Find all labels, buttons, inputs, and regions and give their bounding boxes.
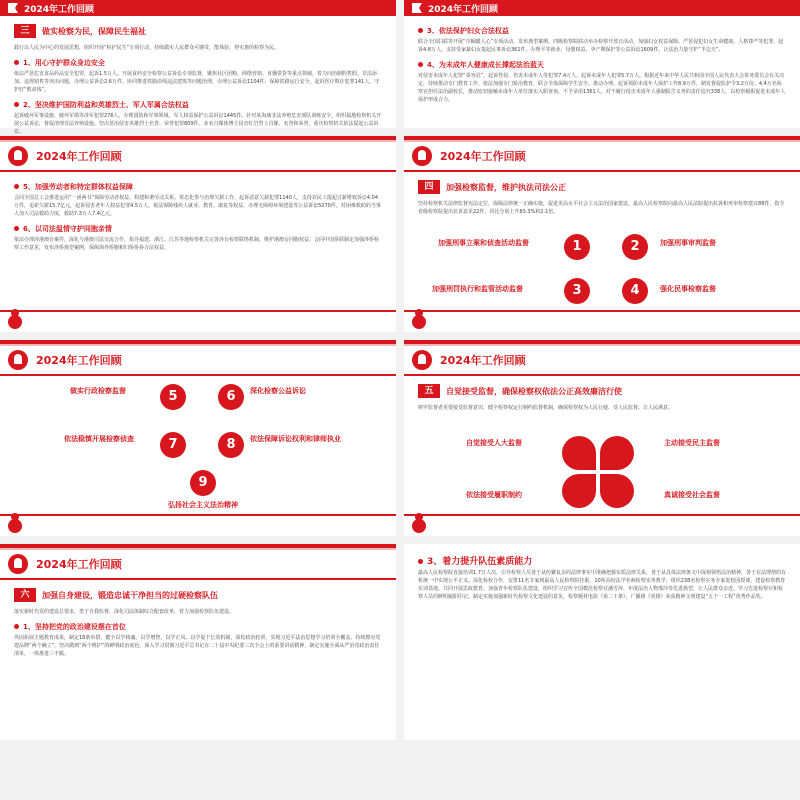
slide-7[interactable] [0, 544, 396, 740]
intro-text: 坚持检察机关法律监督宪法定位，保障法律统一正确实施，促进更高水平社会主义法治国家建设。最高人民检察院向最高人民法院提出抗诉和再审检察建议88件，指令省级检察院提出抗诉意见22件，同比分别上升83.3%和2.1倍。 [418, 201, 785, 215]
person-icon [412, 350, 432, 370]
slide-8[interactable] [404, 544, 800, 740]
slide-title: 2024年工作回顾 [36, 150, 122, 163]
slide-2[interactable] [404, 0, 800, 128]
item-title: 加强刑事审判监督 [660, 239, 716, 247]
flag-icon [8, 3, 18, 13]
section-title: 做实检察为民，保障民生福祉 [42, 26, 146, 36]
slide-header [404, 142, 800, 172]
subheading: 4、为未成年人健康成长撑起法治蓝天 [418, 60, 786, 70]
item-title: 依法保障诉讼权利和律师执业 [250, 435, 341, 443]
body-text: 联合全国妇联等开展“巾帼暖人心”专项活动，发布典型案例。四级检察院联动举办检察开放日活动，加强妇女权益保障。严惩侵犯妇女生命健康、人格尊严等犯罪，起诉4.8万人。支持受家暴妇女提起民事诉讼361件，办理平等就业、母婴权益、孕产期保护等公益诉讼1609件，让法治力量守护“半边天”。 [418, 39, 784, 53]
intro-text: 树牢监督者更要接受监督意识，健全检察权运行制约监督机制，确保检察权为人民行使、受人民监督、让人民满意。 [418, 405, 674, 411]
slide-footer [404, 514, 800, 536]
section-number: 四 [418, 180, 440, 194]
section-number: 三 [14, 24, 36, 38]
number-circle: 6 [218, 384, 244, 410]
number-circle: 8 [218, 432, 244, 458]
section-title: 加强自身建设，锻造忠诚干净担当的过硬检察队伍 [42, 590, 218, 600]
subheading: 5、加强劳动者和特定群体权益保障 [14, 182, 382, 192]
section-number: 五 [418, 384, 440, 398]
item-title: 深化检察公益诉讼 [250, 387, 306, 395]
person-icon [412, 519, 426, 533]
item-title: 自觉接受人大监督 [466, 439, 522, 447]
item-title: 做实行政检察监督 [70, 387, 126, 395]
slide-header [0, 550, 396, 580]
subheading: 1、坚持把党的政治建设摆在首位 [14, 622, 382, 632]
slide-footer [0, 310, 396, 332]
section-heading [14, 24, 382, 38]
slide-header [404, 346, 800, 376]
person-icon [8, 350, 28, 370]
slide-3[interactable] [0, 136, 396, 332]
slide-4[interactable] [404, 136, 800, 332]
body-text: 对侵害未成年人犯罪“零容忍”，起诉性侵、伤害未成年人等犯罪7.4万人。起诉未成年人犯罪5.7万人，根据近年来中华人民共和国全国人民代表大会常务委员会有关决定，持续推动专门教育工作，依法加强专门矫治教育，联合全体保障学生安全。推动办理、起诉预防未成年人保护工作8.9万件，制发督促监护令3.2万份。4.4万名检察官担任法治副校长，推动密切接触未成年人单位落实入职查询，不予录用1361人，对不履行侵害未成年人强制报告义务的责任追究338人，以检察履职促进未成年人保护形成合力。 [418, 73, 786, 103]
section-heading [418, 384, 786, 398]
number-circle: 4 [622, 278, 648, 304]
number-circle: 5 [160, 384, 186, 410]
person-icon [8, 146, 28, 166]
subheading: 1、用心守护群众身边安全 [14, 58, 382, 68]
section-heading [14, 588, 382, 602]
slide-title: 2024年工作回顾 [36, 354, 122, 367]
section-number: 六 [14, 588, 36, 602]
body-text: 依法严惩危害食品药品安全犯罪，起诉1.5万人。开展食药安全检察公益诉讼专项监督，聚焦社区团购、网络营销、直播带货等重点领域，着力向治制假售假、非法添加、违规销售等突出问题，办理公益诉讼2.6万件。协同推进铁路沿线违法建筑等问题治理，办理公益诉讼1104件，保障铁路运行安全。起诉医疗欺诈犯罪141人，守护好“救命钱”。 [14, 71, 380, 93]
subheading: 2、坚决维护国防利益和英雄烈士、军人军属合法权益 [14, 100, 382, 110]
number-circle: 3 [564, 278, 590, 304]
number-circle: 2 [622, 234, 648, 260]
slide-title: 2024年工作回顾 [440, 150, 526, 163]
body-text: 巩固拓展主题教育成果，制定18条举措，健全以学铸魂、以学增智、以学正风、以学促干长效机制。深化政治轮训，实现习近平法治思想学习培训全覆盖。持续擦亮党建品牌“两个确立”，坚决做到“两个维护”的鲜明政治底色。深入学习贯彻习近平总书记在二十届中央纪委三次全会上的重要讲话精神，制定实施全面从严治党政治责任清单，一体推进三不腐。 [14, 635, 381, 657]
section-heading [418, 180, 786, 194]
intro-text: 践行以人民为中心的发展思想，组织开展“检护民生”专项行动，持续做实人民群众可感受、能体验、得实惠的检察为民。 [14, 45, 280, 51]
slide-title: 2024年工作回顾 [24, 4, 95, 15]
item-title: 依法稳慎开展检察侦查 [64, 435, 134, 443]
person-icon [8, 554, 28, 574]
subheading: 3、着力提升队伍素质能力 [418, 554, 786, 567]
slide-header [0, 346, 396, 376]
slide-footer [0, 514, 396, 536]
slide-title: 2024年工作回顾 [36, 558, 122, 571]
slide-header [404, 0, 800, 16]
item-title: 真诚接受社会监督 [664, 491, 720, 499]
subheading: 3、依法保护妇女合法权益 [418, 26, 786, 36]
flag-icon [412, 3, 422, 13]
item-title: 依法接受履职制约 [466, 491, 522, 499]
body-text: 最高人民检察院直接培训1.7万人次，引导检察人员善于从纷繁复杂的法律事实中准确把握实质法律关系，善于从具体法律条文中深刻领悟法治精神，善于在法理情的有机统一中实现公平正义。深化检校合作，安排11名专家到最高人民检察院挂职，10所高校法学名师检察实务教学。组织238名检察实务专家进校园授课，建设检察教育实训基地。共同开展思政教育，加强青年检察队伍建设，组织学习宣传全国模范检察官潘雪萍、年度法治人物邢玲等先进典型，让人民群众亲近、学习先进检察官和检察人员的鲜明履职印记。制定实施加强新时代检察文化建设的意见，检察题材电影《第二十条》、广播剧《喜剧》荣获精神文明建设“五个一工程”优秀作品奖。 [418, 570, 786, 600]
person-icon [8, 519, 22, 533]
section-title: 自觉接受监督，确保检察权依法公正高效廉洁行使 [446, 386, 622, 396]
slide-1[interactable] [0, 0, 396, 135]
section-title: 加强检察监督，维护执法司法公正 [446, 182, 566, 192]
slide-footer [404, 310, 800, 332]
person-icon [412, 146, 432, 166]
intro-text: 落实新时代党的建设总要求，勇于自我监督，深化司法体制综合配套改革，着力加强检察队伍建设。 [14, 609, 235, 615]
number-circle: 9 [190, 470, 216, 496]
slide-header [0, 142, 396, 172]
slide-5[interactable] [0, 340, 396, 536]
slide-6[interactable] [404, 340, 800, 536]
slide-title: 2024年工作回顾 [440, 354, 526, 367]
petal-shape [600, 474, 634, 508]
item-title: 强化民事检察监督 [660, 285, 716, 293]
body-text: 依法办理涉港澳台案件，深化与港澳司法交流合作，指导福建、浙江、江苏等地检察机关完善涉台检察联络机制，维护港澳台同胞权益。会同中国侨联制定加强涉侨检察工作意见，发布涉侨典型案例，保障海外侨胞和归侨侨眷合法权益。 [14, 237, 380, 251]
person-icon [412, 315, 426, 329]
slide-header [0, 0, 396, 16]
slide-title: 2024年工作回顾 [428, 4, 499, 15]
petal-shape [562, 436, 596, 470]
subheading: 6、以司法温情守护同胞亲情 [14, 224, 382, 234]
item-title: 加强刑罚执行和监管活动监督 [432, 285, 523, 293]
item-title: 弘扬社会主义法治精神 [168, 501, 238, 509]
number-circle: 1 [564, 234, 590, 260]
petal-shape [562, 474, 596, 508]
petal-shape [600, 436, 634, 470]
number-circle: 7 [160, 432, 186, 458]
item-title: 加强刑事立案和侦查活动监督 [438, 239, 529, 247]
person-icon [8, 315, 22, 329]
item-title: 主动接受民主监督 [664, 439, 720, 447]
body-text: 起诉破坏军事设施、破坏军婚等涉军犯罪276人，办理国防和军事领域、军人权益保护公益诉讼1445件。针对某海域非法养殖危害部队训练安全，组织属地检察机关开展公益诉讼，督促清理非法养殖设施。坚决惩治侵害英雄烈士名誉、荣誉犯罪809件。多名自媒体博主侵害红岩烈士肖像、名誉和荣誉，重庆检察机关依法提起公益诉讼。 [14, 113, 382, 135]
body-text: 会同全国总工会推进运用“一函两书”保障劳动者权益，构建和谐劳动关系。常态化参与治理欠薪工作，起诉恶意欠薪犯罪1140人，支持农民工提起讨薪维权诉讼4.04万件，追索欠薪15.7亿元。起诉侵害老年人权益犯罪4.5万人，依法保障残疾人就业、教育、康复等权益，办理无障碍环境建设等公益诉讼5270件。对困难救助的当事人加大司法救助力度，救助7.3万人7.4亿元。 [14, 195, 381, 217]
